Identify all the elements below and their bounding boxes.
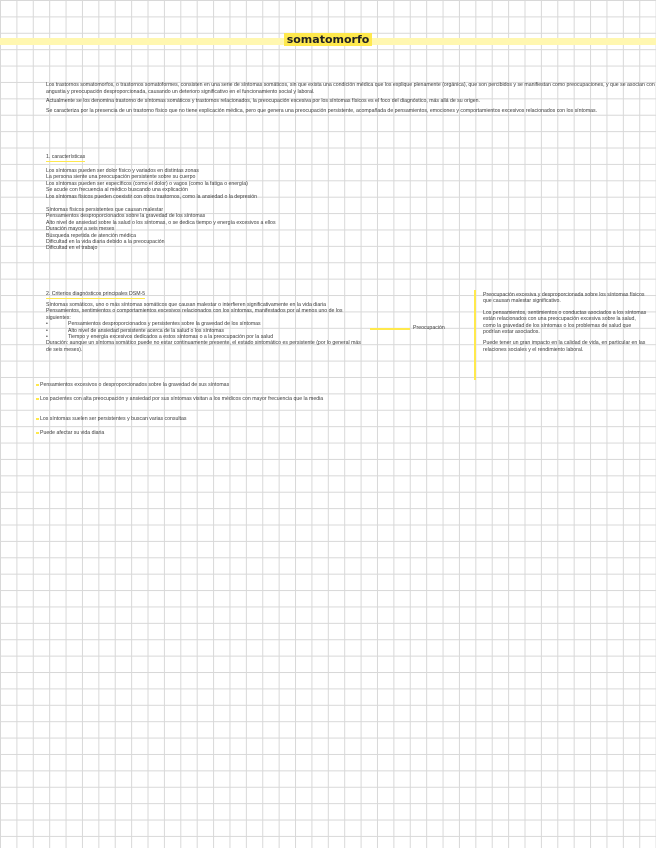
criteria-block <box>46 302 366 353</box>
criteria-paragraph: Duración: aunque un síntoma somático puede no estar continuamente presente, el estado sintomático es persistente (por lo general más de seis meses). <box>46 340 361 353</box>
symptoms-list <box>46 207 406 252</box>
list-item: Se acude con frecuencia al médico buscando una explicación <box>46 187 188 194</box>
list-item: Alto nivel de ansiedad sobre la salud o los síntomas, o se dedica tiempo y energía excesivos a ellos <box>46 219 276 226</box>
list-item: Los síntomas pueden ser dolor físico y variados en distintas zonas <box>46 168 199 174</box>
characteristics-list <box>46 168 406 200</box>
list-item: Los síntomas pueden ser específicos (como el dolor) o vagos (como la fatiga o energía) <box>46 180 248 187</box>
criteria-bullet: • Pensamientos desproporcionados y persistentes sobre la gravedad de los síntomas <box>46 321 366 327</box>
list-item: Duración mayor a seis meses <box>46 226 115 233</box>
list-item: Dificultad en el trabajo <box>46 245 98 252</box>
intro-paragraph: Actualmente se los denomina trastorno de síntomas somáticos y trastornos relacionados, la preocupación excesiva por los síntomas físicos es el foco del diagnóstico, más allá de su origen. <box>46 98 480 104</box>
right-notes <box>483 292 648 358</box>
list-item: La persona siente una preocupación persistente sobre su cuerpo <box>46 174 196 181</box>
dash-item: Los pacientes con alta preocupación y ansiedad por sus síntomas visitan a los médicos con mayor frecuencia que la media <box>40 396 370 402</box>
side-bracket <box>474 290 476 380</box>
list-item: Los síntomas físicos pueden coexistir con otros trastornos, como la ansiedad o la depresión <box>46 193 258 200</box>
section-heading-criteria: 2. Criterios diagnósticos principales DSM-5 <box>46 291 146 297</box>
dash-item: Pensamientos excesivos o desproporcionados sobre la gravedad de sus síntomas <box>40 382 370 388</box>
list-item: Dificultad en la vida diaria debido a la preocupación <box>46 239 165 246</box>
criteria-paragraph: Pensamientos, sentimientos o comportamientos excesivos relacionados con los síntomas, manifestados por al menos uno de los siguientes: <box>46 308 343 321</box>
list-item: Síntomas físicos persistentes que causan malestar <box>46 207 164 213</box>
connector-line <box>370 328 410 330</box>
section-heading-characteristics: 1. características <box>46 154 86 160</box>
criteria-paragraph: Síntomas somáticos, uno o más síntomas somáticos que causan malestar o interfieren significativamente en la vida diaria <box>46 302 326 308</box>
note-paragraph: Los pensamientos, sentimientos o conductas asociados a los síntomas están relacionados con una preocupación excesiva sobre la salud, como la gravedad de los síntomas o los problemas de salud que podrían estar asociados. <box>483 309 647 336</box>
page-title <box>0 33 656 46</box>
list-item: Pensamientos desproporcionados sobre la gravedad de los síntomas <box>46 213 206 220</box>
note-paragraph: Puede tener un gran impacto en la calidad de vida, en particular en las relaciones sociales y el rendimiento laboral. <box>483 340 646 353</box>
intro-paragraph: Los trastornos somatomorfos, o trastornos somatoformes, consisten en una serie de síntomas somáticos, sin que exista una condición médica que los explique plenamente (orgánica), que son percibidos y se manifiestan como preocupaciones, y que se asocian con angustia y preocupación desproporcionada, causando un deterioro significativo en el funcionamiento social y laboral. <box>46 82 655 95</box>
criteria-bullet: • Tiempo y energía excesivos dedicados a estos síntomas o a la preocupación por la salud <box>46 334 366 340</box>
page-title-text: somatomorfo <box>284 33 373 46</box>
intro-paragraph: Se caracteriza por la presencia de un trastorno físico que no tiene explicación médica, pero que genera una preocupación persistente, acompañada de pensamientos, emociones y comportamientos excesivos relacionados con los síntomas. <box>46 107 598 114</box>
note-paragraph: Preocupación excesiva y desproporcionada sobre los síntomas físicos que causan malestar significativo. <box>483 292 645 305</box>
list-item: Búsqueda repetida de atención médica <box>46 232 136 239</box>
intro-section <box>46 82 656 117</box>
side-label: Preocupación <box>413 325 445 331</box>
criteria-bullet: • Alto nivel de ansiedad persistente acerca de la salud o los síntomas <box>46 328 366 334</box>
dash-item: Los síntomas suelen ser persistentes y buscan varias consultas <box>40 416 370 422</box>
dash-item: Puede afectar su vida diaria <box>40 430 370 436</box>
